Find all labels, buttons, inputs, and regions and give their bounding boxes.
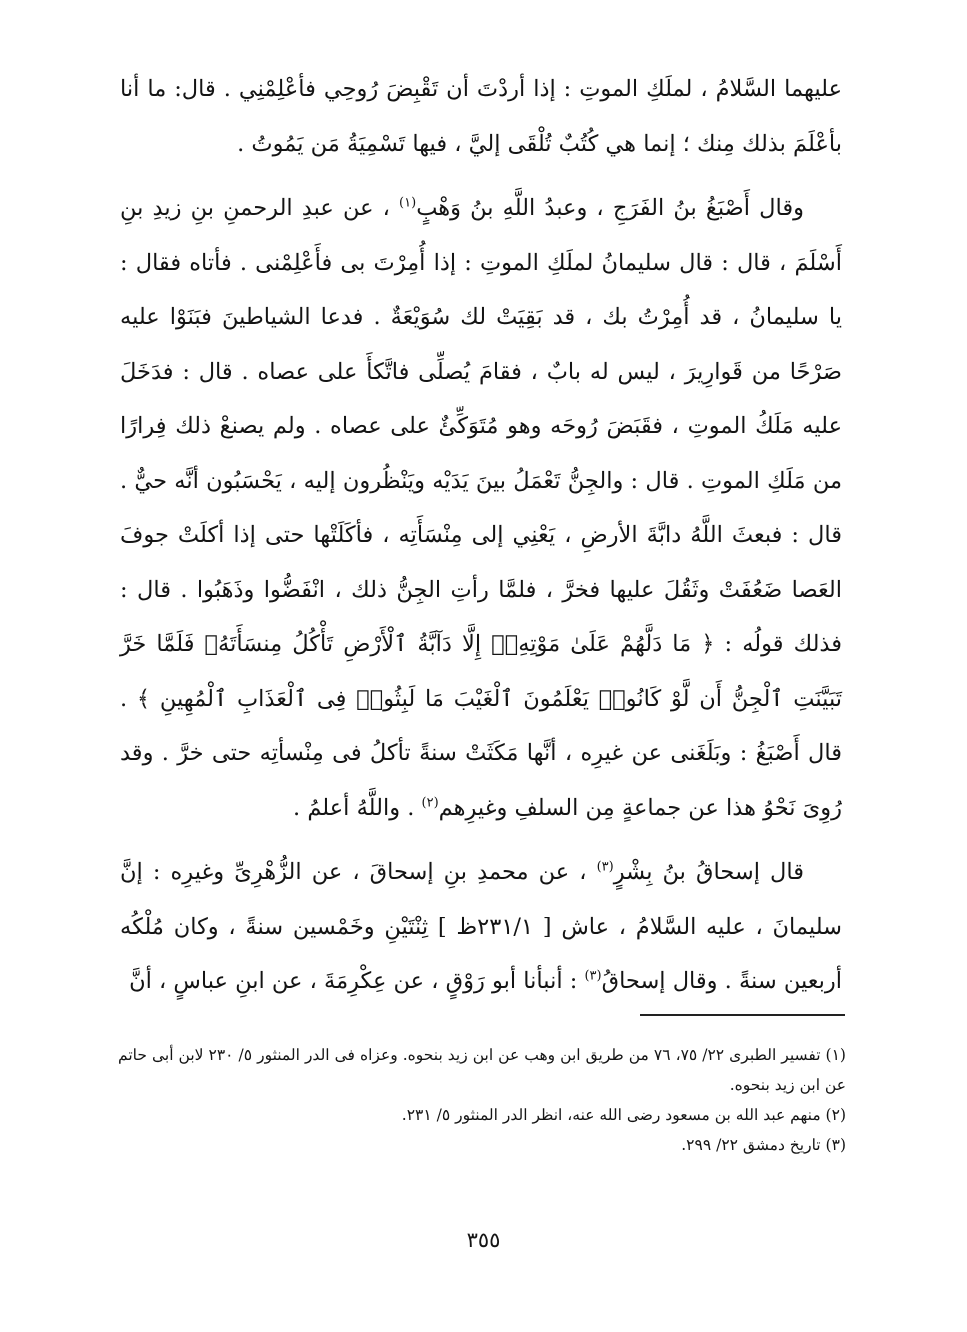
text-segment: وقال أَصْبَغُ بنُ الفَرَجِ ، وعبدُ اللَّهِ بنُ وَهْبٍ: [416, 195, 804, 221]
text-segment: ، عن محمدِ بنِ إسحاقَ ، عن الزُّهْرِىِّ وغيرِه : إنَّ سليمانَ ، عليه السَّلامُ ، عاش [ ٢٣١/١ظ ] ثِنْتَيْنِ وخَمْسين سنةً ، وكان مُلْكُه أربعين سنةً . وقال إسحاقُ: [120, 859, 842, 994]
main-text: [120, 62, 842, 1009]
paragraph-1: [120, 62, 842, 171]
paragraph-2: [120, 181, 842, 835]
footnote-1: (١) تفسير الطبرى ٢٢/ ٧٥، ٧٦ من طريق ابن وهب عن ابن زيد بنحوه. وعزاه فى الدر المنثور ٥/ ٢٣٠ لابن أبى حاتم عن ابن زيد بنحوه.: [118, 1046, 846, 1094]
footnote-divider: [640, 1014, 845, 1016]
footnote-reference: (٢): [421, 795, 439, 810]
text-segment: قال إسحاقُ بنُ بِشْرٍ: [613, 859, 805, 885]
text-segment: : أنبأنا أبو رَوْقٍ ، عن عِكْرِمَةَ ، عن ابنِ عباسٍ ، أنَّ: [129, 968, 585, 994]
footnote-reference: (١): [399, 195, 417, 211]
paragraph-3: [120, 845, 842, 1009]
footnote-reference: (٣): [584, 968, 602, 984]
text-segment: . واللَّهُ أعلمُ .: [293, 794, 422, 821]
footnote-2: (٢) منهم عبد الله بن مسعود رضى الله عنه، انظر الدر المنثور ٥/ ٢٣١.: [401, 1106, 846, 1124]
text-segment: ، عن عبدِ الرحمنِ بنِ زيدِ بنِ أَسْلَمَ ، قال : قال سليمانُ لملَكِ الموتِ : إذا أُمِرْتَ بى فأَعْلِمْنى . فأتاه فقال : يا سليمانُ ، قد أُمِرْتُ بك ، قد بَقِيَتْ لك سُوَيْعَةٌ . فدعا الشياطينَ فبَنَوْا عليه صَرْحًا من قَوارِيرَ ، ليس له بابٌ ، فقامَ يُصلِّى فاتَّكأَ على عصاه . قال : فدَخَلَ عليه مَلَكُ الموتِ ، فقَبَضَ رُوحَه وهو مُتَوَكِّئٌ على عصاه . ولم يصنعْ ذلك فِرارًا من مَلَكِ الموتِ . قال : والجِنُّ تَعْمَلُ بينَ يَدَيْه ويَنْظُرون إليه ، يَحْسَبُون أنَّه حيٌّ . قال : فبعثَ اللَّهُ دابَّةَ الأرضِ ، يَعْنِي إلى مِنْسَأَتِه ، فأكَلَتْها حتى إذا أكلَتْ جوفَ العَصا ضَعُفَتْ وثَقُلَ عليها فخرَّ ، فلمَّا رأتِ الجِنُّ ذلك ، انْفَضُّوا وذَهَبُوا . قال : فذلك قولُه : ﴿ مَا دَلَّهُمْ عَلَىٰ مَوْتِهِۦٓ إِلَّا دَآبَّةُ ٱلْأَرْضِ تَأْكُلُ مِنسَأَتَهُۥ فَلَمَّا خَرَّ تَبَيَّنَتِ ٱلْجِنُّ أَن لَّوْ كَانُوا۟ يَعْلَمُونَ ٱلْغَيْبَ مَا لَبِثُوا۟ فِى ٱلْعَذَابِ ٱلْمُهِينِ ﴾ . قال أَصْبَغُ : وبَلَغَنى عن غيرِه ، أنَّها مَكَثَتْ سنةً تأكلُ فى مِنْسأتِه حتى خرَّ . وقد رُوِىَ نَحْوُ هذا عن جماعةٍ مِن السلفِ وغيرِهم: [120, 195, 842, 821]
footnote-reference: (٣): [596, 859, 614, 875]
footnotes: [118, 1040, 846, 1160]
page-number: ٣٥٥: [466, 1228, 501, 1252]
footnote-3: (٣) تاريخ دمشق ٢٢/ ٢٩٩.: [681, 1136, 846, 1154]
text-segment: عليهما السَّلامُ ، لملَكِ الموتِ : إذا أردْتَ أن تَقْبِضَ رُوحِي فأعْلِمْنِي . قال: ما أنا بأعْلَمَ بذلك مِنك ؛ إنما هي كُتُبٌ تُلْقَى إليَّ ، فيها تَسْمِيَةُ مَن يَمُوتُ .: [120, 76, 842, 157]
